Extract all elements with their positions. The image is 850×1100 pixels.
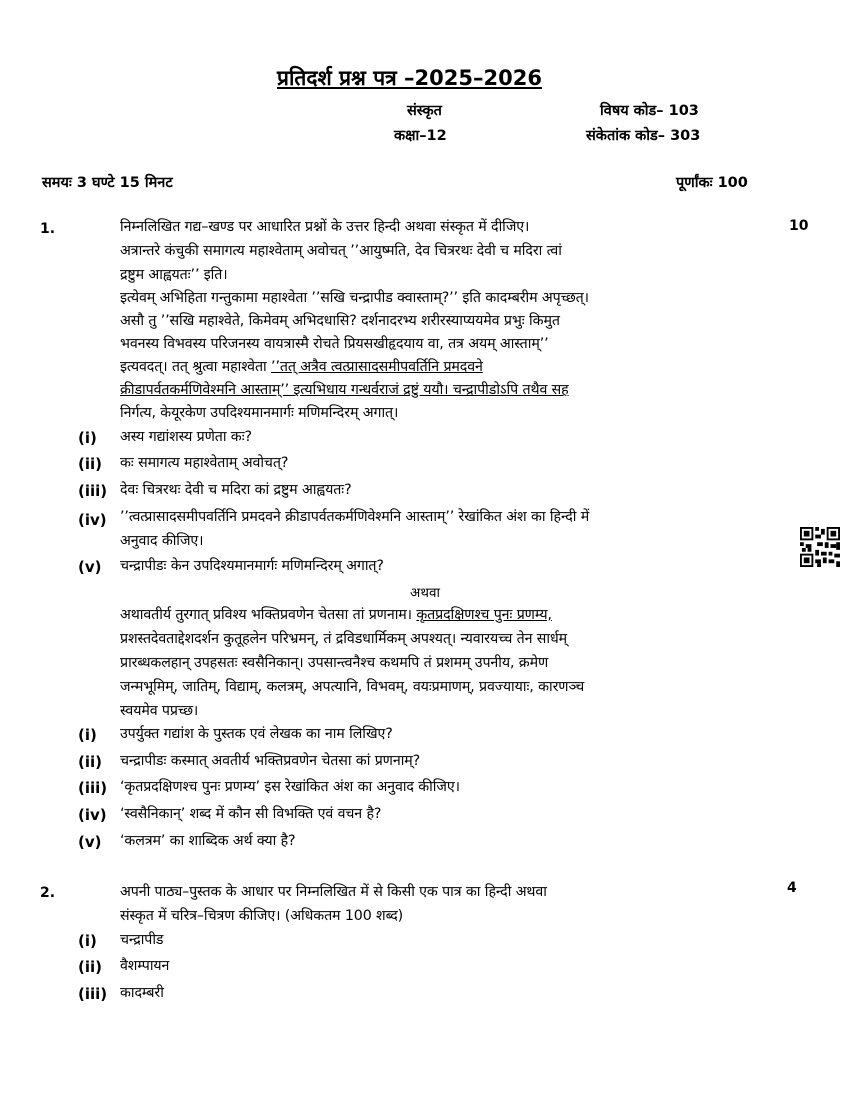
- underlined-phrase: ’’तत् अत्रैव त्वत्प्रासादसमीपवर्तिनि प्रमदवने: [271, 359, 483, 375]
- subquestion-number: (ii): [78, 455, 102, 473]
- passage-line: अत्रान्तरे कंचुकी समागत्य महाश्वेताम् अवोचत् ’’आयुष्मति, देव चित्ररथः देवी च मदिरा त्वां: [120, 243, 562, 259]
- passage-line: निर्गत्य, केयूरकेण उपदिश्यमानमार्गः मणिमन्दिरम् अगात्।: [120, 405, 399, 421]
- passage-text: अथावतीर्य तुरगात् प्रविश्य भक्तिप्रवणेन चेतसा तां प्रणनाम।: [120, 607, 417, 623]
- subquestion-number: (iii): [78, 482, 108, 500]
- subquestion-number: (ii): [78, 753, 102, 771]
- subquestion-text: ’’त्वत्प्रासादसमीपवर्तिनि प्रमदवने क्रीडापर्वतकर्मणिवेश्मनि आस्ताम्’’ रेखांकित अंश का हिन्दी में: [120, 509, 590, 525]
- subquestion-number: (v): [78, 558, 102, 576]
- underlined-phrase: कृतप्रदक्षिणश्च पुनः प्रणम्य,: [416, 607, 552, 623]
- question-instruction: अपनी पाठ्य–पुस्तक के आधार पर निम्नलिखित में से किसी एक पात्र का हिन्दी अथवा: [120, 884, 547, 900]
- passage-line: क्रीडापर्वतकर्मणिवेश्मनि आस्ताम्’’ इत्यभिधाय गन्धर्वराजं द्रष्टुं ययौ। चन्द्रापीडोऽपि तथैव सह: [120, 382, 569, 398]
- subquestion-number: (iv): [78, 806, 107, 824]
- subject-code: विषय कोड– 103: [600, 103, 699, 119]
- full-marks: पूर्णांकः 100: [676, 175, 748, 191]
- subquestion-text: ‘स्वसैनिकान्’ शब्द में कौन सी विभक्ति एवं वचन है?: [120, 806, 382, 822]
- question-marks: 10: [789, 218, 809, 234]
- option-number: (iii): [78, 985, 108, 1003]
- option-text: वैशम्पायन: [120, 958, 170, 974]
- question-number: 1.: [40, 221, 56, 237]
- passage-line: प्रारब्धकलहान् उपहसतः स्वसैनिकान्। उपसान्त्वनैश्च कथमपि तं प्रशमम् उपनीय, क्रमेण: [120, 655, 549, 671]
- question-number: 2.: [40, 885, 56, 901]
- subquestion-number: (i): [78, 726, 97, 744]
- time-allowed: समयः 3 घण्टे 15 मिनट: [42, 175, 173, 191]
- subquestion-text: चन्द्रापीडः केन उपदिश्यमानमार्गः मणिमन्दिरम् अगात्?: [120, 558, 384, 574]
- subquestion-number: (iv): [78, 511, 107, 529]
- subquestion-text: चन्द्रापीडः कस्मात् अवतीर्य भक्तिप्रवणेन चेतसा कां प्रणनाम्?: [120, 753, 421, 769]
- passage-line: द्रष्टुम आह्वयतः’’ इति।: [120, 267, 228, 283]
- qr-code-icon: [800, 527, 840, 567]
- question-marks: 4: [787, 880, 797, 896]
- subquestion-text: ‘कृतप्रदक्षिणश्च पुनः प्रणम्य’ इस रेखांकित अंश का अनुवाद कीजिए।: [120, 779, 460, 795]
- cipher-code: संकेतांक कोड– 303: [586, 128, 701, 144]
- subquestion-number: (iii): [78, 779, 108, 797]
- subject-name: संस्कृत: [407, 103, 442, 119]
- option-text: चन्द्रापीड: [120, 932, 164, 948]
- passage-line: स्वयमेव पप्रच्छ।: [120, 703, 199, 719]
- passage-line: जन्मभूमिम्, जातिम्, विद्याम्, कलत्रम्, अपत्यानि, विभवम्, वयःप्रमाणम्, प्रवज्यायाः, कारणञ्च: [120, 679, 585, 695]
- subquestion-text: ‘कलत्रम’ का शाब्दिक अर्थ क्या है?: [120, 833, 296, 849]
- subquestion-number: (i): [78, 429, 97, 447]
- question-instruction: निम्नलिखित गद्य–खण्ड पर आधारित प्रश्नों के उत्तर हिन्दी अथवा संस्कृत में दीजिए।: [120, 219, 530, 235]
- option-number: (i): [78, 932, 97, 950]
- subquestion-text: देवः चित्ररथः देवी च मदिरा कां द्रष्टुम आह्वयतः?: [120, 482, 352, 498]
- subquestion-text: उपर्युक्त गद्यांश के पुस्तक एवं लेखक का नाम लिखिए?: [120, 726, 393, 742]
- page-title: प्रतिदर्श प्रश्न पत्र –2025–2026: [277, 66, 542, 90]
- class-label: कक्षा–12: [394, 128, 447, 144]
- or-separator: अथवा: [410, 585, 440, 601]
- option-text: कादम्बरी: [120, 985, 164, 1001]
- subquestion-text: अनुवाद कीजिए।: [120, 533, 204, 549]
- subquestion-text: अस्य गद्यांशस्य प्रणेता कः?: [120, 429, 252, 445]
- passage-line: [120, 605, 552, 624]
- passage-line: भवनस्य विभवस्य परिजनस्य वायत्रास्मै रोचते प्रियसखीहृदयाय वा, तत्र अयम् आस्ताम्’’: [120, 336, 549, 352]
- subquestion-number: (v): [78, 833, 102, 851]
- passage-line: असौ तु ’’सखि महाश्वेते, किमेवम् अभिदधासि? दर्शनादरभ्य शरीरस्याप्ययमेव प्रभुः किमुत: [120, 313, 560, 329]
- passage-text: इत्यवदत्। तत् श्रुत्वा महाश्वेता: [120, 359, 272, 375]
- passage-line: इत्येवम् अभिहिता गन्तुकामा महाश्वेता ’’सखि चन्द्रापीड क्वास्ताम्?’’ इति कादम्बरीम अपृच्छत्।: [120, 290, 589, 306]
- subquestion-text: कः समागत्य महाश्वेताम् अवोचत्?: [120, 455, 289, 471]
- option-number: (ii): [78, 958, 102, 976]
- question-instruction: संस्कृत में चरित्र–चित्रण कीजिए। (अधिकतम 100 शब्द): [120, 908, 404, 924]
- passage-line: [120, 357, 483, 376]
- passage-line: प्रशस्तदेवताद्देशदर्शन कुतूहलेन परिभ्रमन्, तं द्रविडधार्मिकम् अपश्यत्। न्यवारयच्च तेन सार्धम्: [120, 631, 567, 647]
